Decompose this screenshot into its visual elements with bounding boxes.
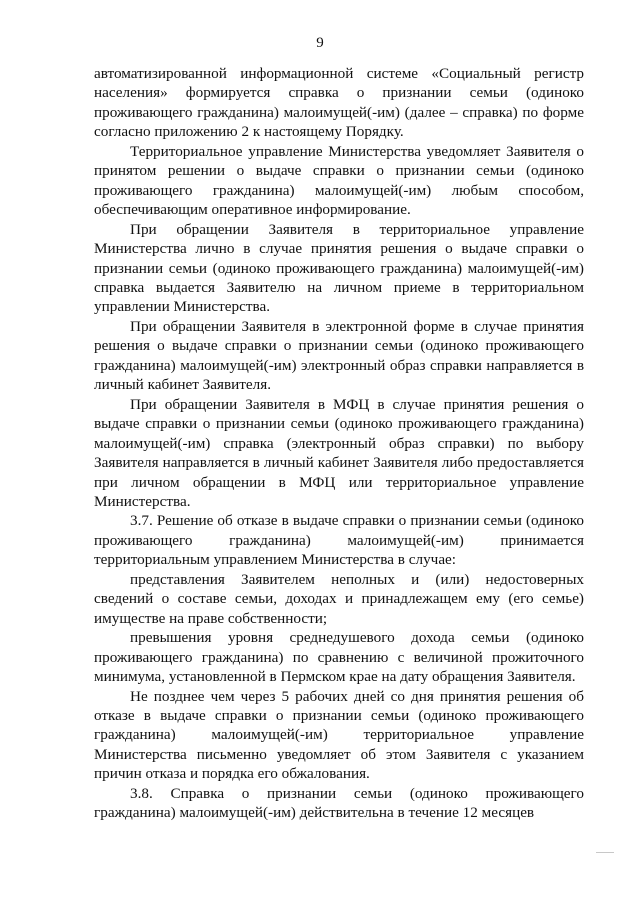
list-item-incomplete-info: представления Заявителем неполных и (или) недостоверных сведений о составе семьи, доходах и принадлежащем ему (его семье) имуществе на праве собственности;	[94, 570, 584, 627]
page-number: 9	[316, 35, 324, 51]
paragraph-3: При обращении Заявителя в территориальное управление Министерства лично в случае принятия решения о выдаче справки о признании семьи (одиноко проживающего гражданина) малоимущей(-им) справка выдается Заявителю на личном приеме в территориальном управлении Министерства.	[94, 220, 584, 316]
list-item-income-excess: превышения уровня среднедушевого дохода семьи (одиноко проживающего гражданина) по сравнению с величиной прожиточного минимума, установленной в Пермском крае на дату обращения Заявителя.	[94, 629, 584, 686]
section-3-7-heading: 3.7. Решение об отказе в выдаче справки о признании семьи (одиноко проживающего гражданина) малоимущей(-им) принимается территориальным управлением Министерства в случае:	[94, 512, 584, 569]
document-body	[94, 64, 584, 823]
paragraph-refusal-notice: Не позднее чем через 5 рабочих дней со дня принятия решения об отказе в выдаче справки о признании семьи (одиноко проживающего гражданина) малоимущей(-им) территориальное управление Министерства письменно уведомляет об этом Заявителя с указанием причин отказа и порядка его обжалования.	[94, 687, 584, 783]
paragraph-5: При обращении Заявителя в МФЦ в случае принятия решения о выдаче справки о признании семьи (одиноко проживающего гражданина) малоимущей(-им) справка (электронный образ справки) по выбору Заявителя направляется в личный кабинет Заявителя либо предоставляется при личном обращении в МФЦ или территориальное управление Министерства.	[94, 395, 584, 510]
section-3-8-heading: 3.8. Справка о признании семьи (одиноко проживающего гражданина) малоимущей(-им) действительна в течение 12 месяцев	[94, 784, 584, 822]
paragraph-4: При обращении Заявителя в электронной форме в случае принятия решения о выдаче справки о признании семьи (одиноко проживающего гражданина) малоимущей(-им) электронный образ справки направляется в личный кабинет Заявителя.	[94, 317, 584, 394]
paragraph-2: Территориальное управление Министерства уведомляет Заявителя о принятом решении о выдаче справки о признании семьи (одиноко проживающего гражданина) малоимущей(-им) любым способом, обеспечивающим оперативное информирование.	[94, 142, 584, 219]
paragraph-1: автоматизированной информационной системе «Социальный регистр населения» формируется справка о признании семьи (одиноко проживающего гражданина) малоимущей(-им) (далее – справка) по форме согласно приложению 2 к настоящему Порядку.	[94, 65, 584, 141]
scan-mark	[596, 852, 614, 853]
